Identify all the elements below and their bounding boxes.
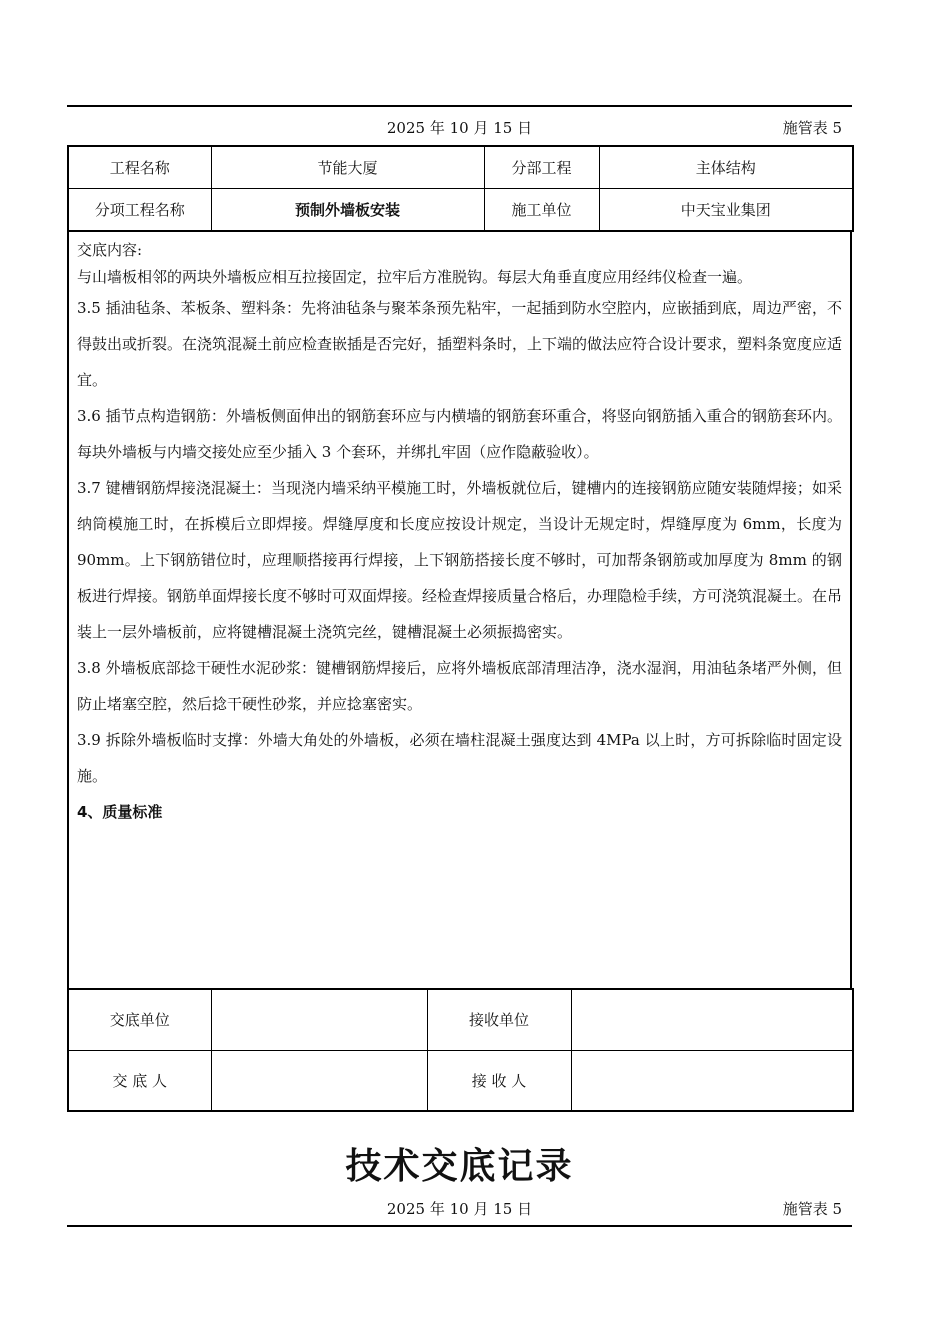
issuer-unit-field[interactable] xyxy=(211,989,427,1050)
project-name-value: 节能大厦 xyxy=(211,146,484,189)
issuer-person-field[interactable] xyxy=(211,1050,427,1111)
content-paragraph: 3.6 插节点构造钢筋：外墙板侧面伸出的钢筋套环应与内横墙的钢筋套环重合，将竖向钢筋插入重合的钢筋套环内。每块外墙板与内墙交接处应至少插入 3 个套环，并绑扎牢固（应作隐蔽验收）。 xyxy=(77,407,842,461)
project-name-label: 工程名称 xyxy=(68,146,211,189)
bottom-rule xyxy=(67,1225,852,1227)
sign-row-unit xyxy=(68,989,853,1050)
content-paragraph: 3.8 外墙板底部捻干硬性水泥砂浆：键槽钢筋焊接后，应将外墙板底部清理洁净，浇水湿润，用油毡条堵严外侧，但防止堵塞空腔，然后捻干硬性砂浆，并应捻塞密实。 xyxy=(77,659,842,713)
contractor-label: 施工单位 xyxy=(484,189,599,232)
info-row-subitem xyxy=(68,189,853,232)
page-header xyxy=(67,117,852,139)
second-page-header xyxy=(67,1198,852,1220)
content-paragraph: 3.5 插油毡条、苯板条、塑料条：先将油毡条与聚苯条预先粘牢，一起插到防水空腔内，应嵌插到底，周边严密，不得鼓出或折裂。在浇筑混凝土前应检查嵌插是否完好，插塑料条时，上下端的做法应符合设计要求，塑料条宽度应适宜。 xyxy=(77,299,843,389)
content-label: 交底内容: xyxy=(77,241,143,259)
subitem-value: 预制外墙板安装 xyxy=(211,189,484,232)
signature-table xyxy=(67,988,854,1112)
contractor-value: 中天宝业集团 xyxy=(599,189,853,232)
content-paragraph: 与山墙板相邻的两块外墙板应相互拉接固定，拉牢后方准脱钩。每层大角垂直度应用经纬仪检查一遍。 xyxy=(77,268,753,286)
receiver-unit-label: 接收单位 xyxy=(427,989,571,1050)
quality-standard-heading: 4、质量标准 xyxy=(77,803,163,821)
top-rule xyxy=(67,105,852,107)
division-value: 主体结构 xyxy=(599,146,853,189)
receiver-person-label: 接 收 人 xyxy=(427,1050,571,1111)
sign-row-person xyxy=(68,1050,853,1111)
content-paragraph: 3.7 键槽钢筋焊接浇混凝土：当现浇内墙采纳平模施工时，外墙板就位后，键槽内的连接钢筋应随安装随焊接；如采纳筒模施工时，在拆模后立即焊接。焊缝厚度和长度应按设计规定，当设计无规定时，焊缝厚度为 6mm，长度为 90mm。上下钢筋错位时，应理顺搭接再行焊接，上下钢筋搭接长度不够时，可加帮条钢筋或加厚度为 8mm 的钢板进行焊接。钢筋单面焊接长度不够时可双面焊接。经检查焊接质量合格后，办理隐检手续，方可浇筑混凝土。在吊装上一层外墙板前，应将键槽混凝土浇筑完丝，键槽混凝土必须振捣密实。 xyxy=(77,479,843,641)
second-header-date: 2025 年 10 月 15 日 xyxy=(386,1200,533,1218)
receiver-person-field[interactable] xyxy=(571,1050,853,1111)
issuer-unit-label: 交底单位 xyxy=(68,989,211,1050)
project-info-table xyxy=(67,145,854,232)
info-row-project xyxy=(68,146,853,189)
second-header-form-number: 施管表 5 xyxy=(782,1200,842,1218)
subitem-label: 分项工程名称 xyxy=(68,189,211,232)
header-form-number: 施管表 5 xyxy=(782,119,842,137)
document-title: 技术交底记录 xyxy=(345,1146,574,1187)
division-label: 分部工程 xyxy=(484,146,599,189)
receiver-unit-field[interactable] xyxy=(571,989,853,1050)
header-date: 2025 年 10 月 15 日 xyxy=(386,119,533,137)
issuer-person-label: 交 底 人 xyxy=(68,1050,211,1111)
disclosure-content xyxy=(77,236,842,830)
disclosure-content-box xyxy=(67,232,852,988)
content-paragraph: 3.9 拆除外墙板临时支撑：外墙大角处的外墙板，必须在墙柱混凝土强度达到 4MPa 以上时，方可拆除临时固定设施。 xyxy=(77,731,842,785)
